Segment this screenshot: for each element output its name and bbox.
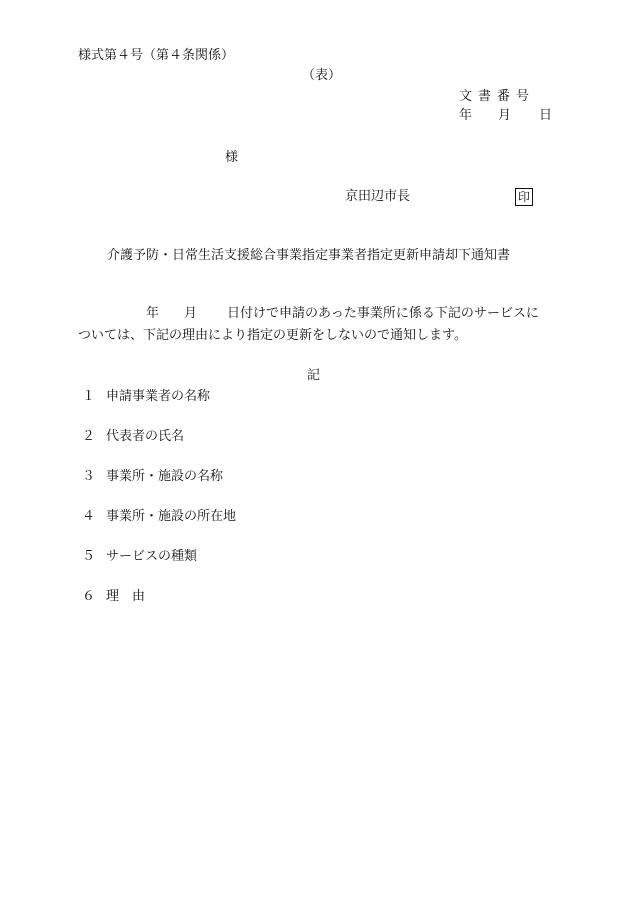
item-label: 事業所・施設の所在地 xyxy=(106,509,237,524)
form-label: 様式第４号（第４条関係） xyxy=(78,48,235,63)
body-line-1-rest: 日付けで申請のあった事業所に係る下記のサービスに xyxy=(227,306,539,321)
item-number: １ xyxy=(82,389,96,404)
body-year: 年 xyxy=(146,306,160,321)
seal-mark: 印 xyxy=(515,188,533,206)
item-label: サービスの種類 xyxy=(106,549,198,564)
sender-name: 京田辺市長 xyxy=(345,189,411,204)
item-number: ３ xyxy=(82,469,96,484)
body-line-2: ついては、下記の理由により指定の更新をしないので通知します。 xyxy=(78,328,467,343)
item-label: 申請事業者の名称 xyxy=(106,389,211,404)
date-year: 年 xyxy=(459,108,473,123)
item-number: ４ xyxy=(82,509,96,524)
date-month: 月 xyxy=(498,108,512,123)
date-day: 日 xyxy=(539,108,553,123)
item-number: ５ xyxy=(82,549,96,564)
ki-heading: 記 xyxy=(307,368,321,383)
item-label: 事業所・施設の名称 xyxy=(106,469,224,484)
document-title: 介護予防・日常生活支援総合事業指定事業者指定更新申請却下通知書 xyxy=(107,248,511,263)
body-month: 月 xyxy=(184,306,198,321)
item-number: ２ xyxy=(82,429,96,444)
addressee-suffix: 様 xyxy=(225,150,239,165)
item-label: 理 由 xyxy=(106,589,146,604)
item-label: 代表者の氏名 xyxy=(106,429,185,444)
front-label: （表） xyxy=(302,68,342,83)
doc-number-label: 文書番号 xyxy=(459,89,536,104)
item-number: ６ xyxy=(82,589,96,604)
